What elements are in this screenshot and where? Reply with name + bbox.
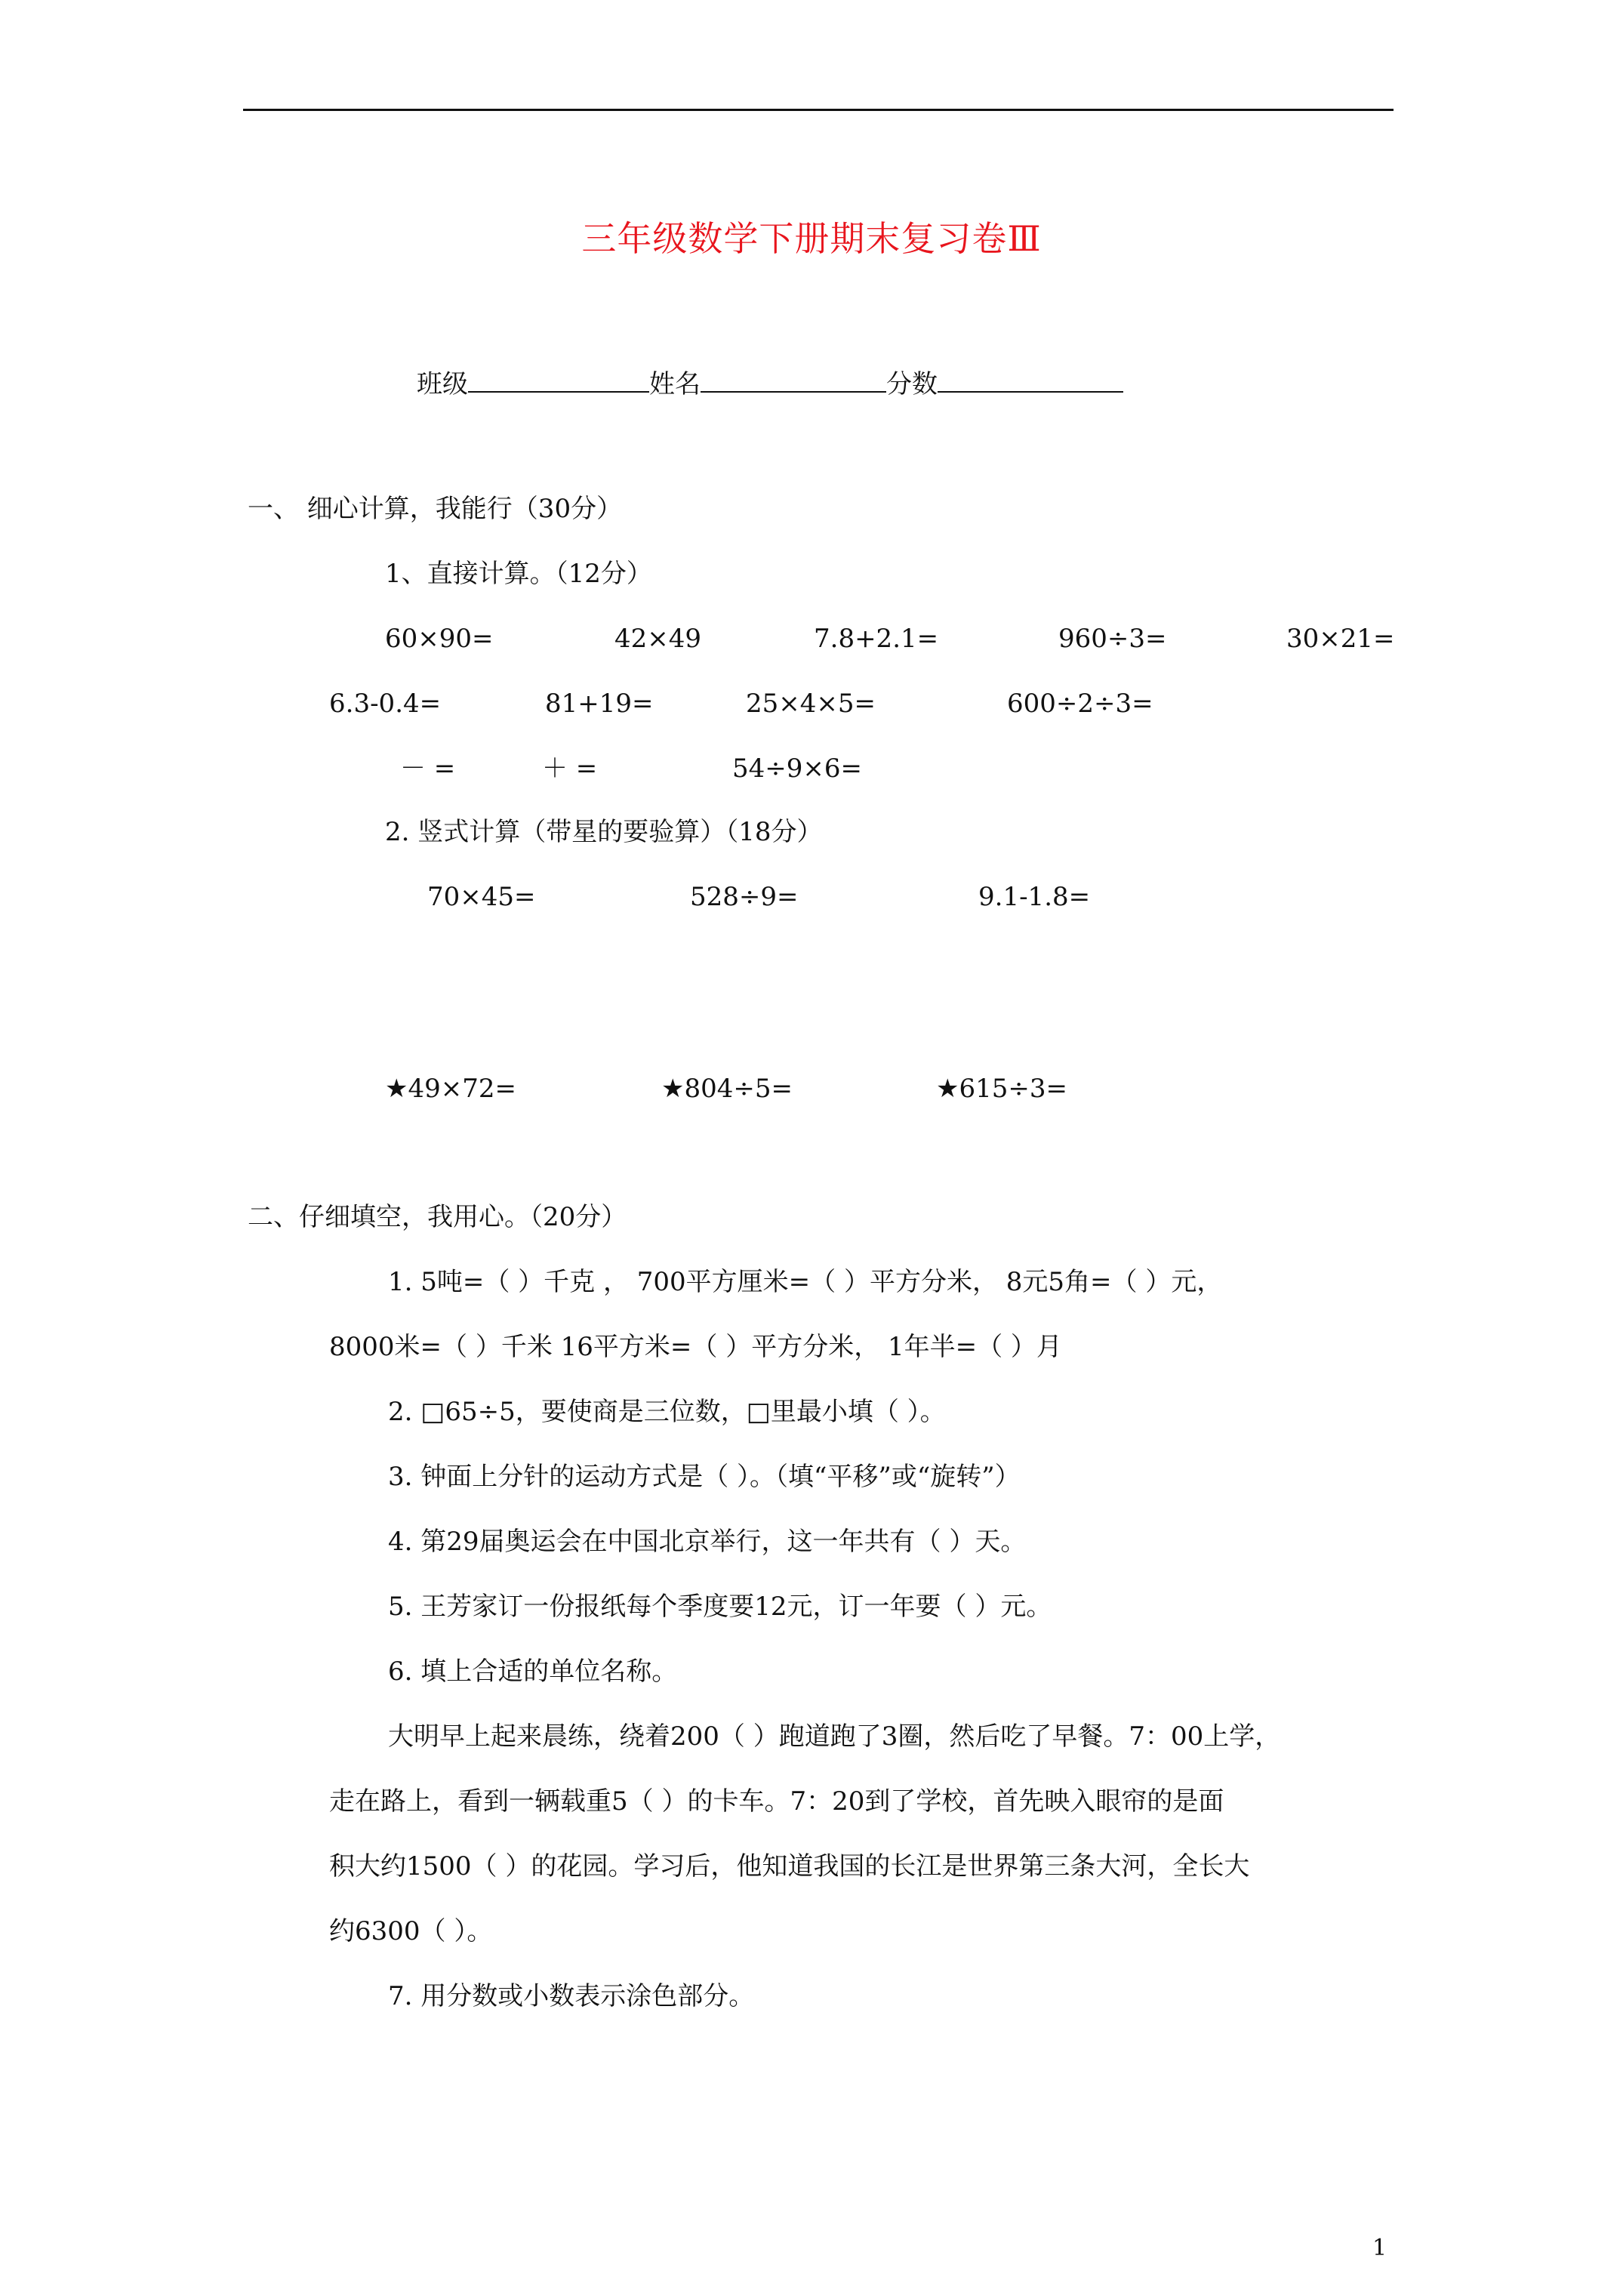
calc-item: 60×90= [385,624,494,654]
vertical-calc-item: 70×45= [427,882,536,912]
page-title: 三年级数学下册期末复习卷Ⅲ [581,218,1042,259]
score-label: 分数 [886,369,938,399]
fill-q7: 7. 用分数或小数表示涂色部分。 [388,1981,755,2011]
page-number: 1 [1372,2235,1387,2261]
section1-heading: 一、 细心计算，我能行（30分） [248,494,623,524]
fill-q3: 3. 钟面上分针的运动方式是（ ）。（填“平移”或“旋转”） [388,1462,1021,1492]
q1-heading: 1、直接计算。（12分） [385,559,652,589]
vertical-calc-item: 9.1-1.8= [978,882,1091,912]
top-rule [243,109,1394,111]
calc-item: 25×4×5= [746,689,876,719]
fill-q2: 2. □65÷5，要使商是三位数，□里最小填（ ）。 [388,1397,946,1427]
q2-heading: 2. 竖式计算（带星的要验算）（18分） [385,817,823,847]
calc-item: 81+19= [545,689,654,719]
calc-item: 42×49 [614,624,702,654]
calc-item: － = [400,754,456,784]
class-blank[interactable] [468,364,649,393]
calc-item: 30×21= [1286,624,1395,654]
fill-q1-line1: 1. 5吨=（ ）千克 ， 700平方厘米=（ ）平方分米， 8元5角=（ ）元， [388,1267,1223,1297]
fill-q6-paragraph-line: 约6300（ ）。 [329,1916,493,1946]
section2-heading: 二、仔细填空，我用心。（20分） [248,1202,627,1232]
calc-item: ＋ = [542,754,598,784]
fill-q1-line2: 8000米=（ ）千米 16平方米=（ ）平方分米， 1年半=（ ）月 [329,1332,1062,1362]
class-label: 班级 [417,369,468,399]
vertical-calc-item: ★804÷5= [661,1074,793,1104]
calc-item: 600÷2÷3= [1007,689,1153,719]
name-label: 姓名 [649,369,701,399]
vertical-calc-item: ★615÷3= [936,1074,1067,1104]
vertical-calc-item: 528÷9= [690,882,799,912]
name-blank[interactable] [701,364,886,393]
fill-q4: 4. 第29届奥运会在中国北京举行，这一年共有（ ）天。 [388,1527,1027,1557]
fill-q6: 6. 填上合适的单位名称。 [388,1657,678,1687]
fill-q6-paragraph-line: 走在路上，看到一辆载重5（ ）的卡车。7：20到了学校，首先映入眼帘的是面 [329,1786,1224,1817]
calc-item: 54÷9×6= [732,754,862,784]
calc-item: 6.3-0.4= [329,689,442,719]
vertical-calc-item: ★49×72= [385,1074,516,1104]
header-fields [417,364,1123,401]
fill-q6-paragraph-line: 大明早上起来晨练，绕着200（ ）跑道跑了3圈，然后吃了早餐。7：00上学， [388,1721,1281,1752]
calc-item: 960÷3= [1058,624,1167,654]
fill-q5: 5. 王芳家订一份报纸每个季度要12元，订一年要（ ）元。 [388,1592,1052,1622]
score-blank[interactable] [938,364,1123,393]
calc-item: 7.8+2.1= [814,624,939,654]
fill-q6-paragraph-line: 积大约1500（ ）的花园。学习后，他知道我国的长江是世界第三条大河，全长大 [329,1851,1250,1881]
